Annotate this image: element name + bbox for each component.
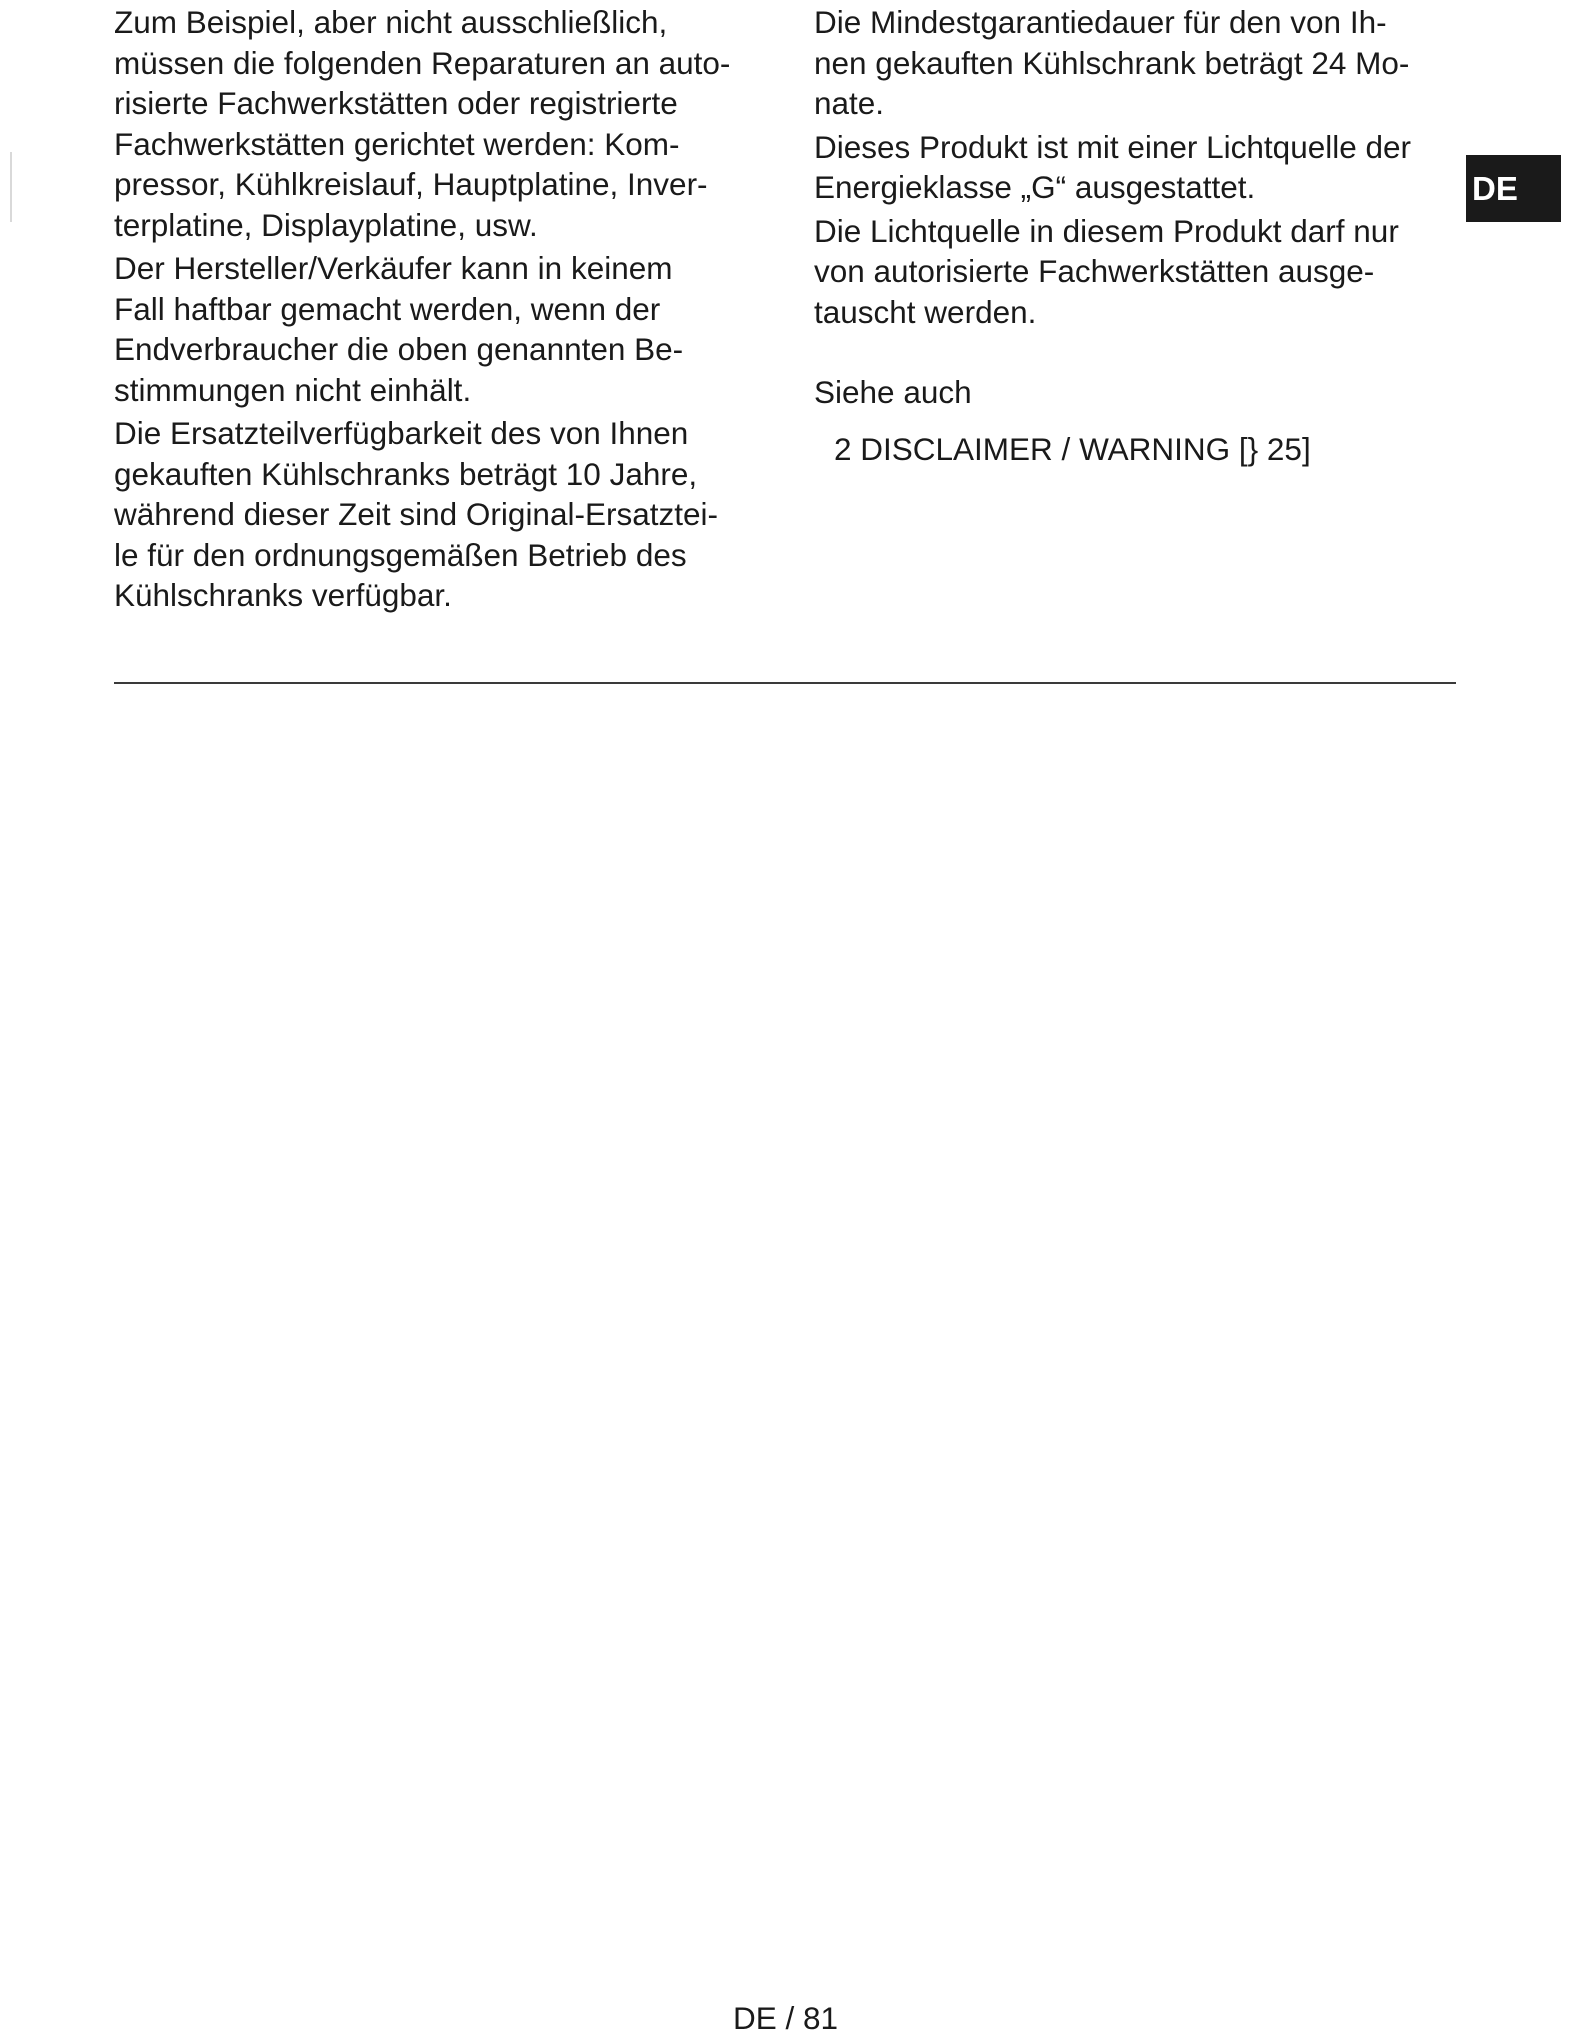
text-line: Dieses Produkt ist mit einer Lichtquelle der — [814, 128, 1412, 165]
margin-mark — [10, 152, 12, 222]
text-line: Fall haftbar gemacht werden, wenn der — [114, 290, 661, 327]
text-line: Zum Beispiel, aber nicht ausschließlich, — [114, 4, 668, 40]
paragraph-repairs — [114, 2, 774, 245]
see-also-heading: Siehe auch — [814, 374, 972, 410]
right-column — [814, 2, 1474, 469]
text-line: Energieklasse „G“ ausgestattet. — [814, 169, 1256, 205]
text-line: terplatine, Displayplatine, usw. — [114, 206, 538, 243]
text-line: tauscht werden. — [814, 293, 1037, 330]
text-line: pressor, Kühlkreislauf, Hauptplatine, Inver- — [114, 166, 708, 202]
paragraph-light-source-replacement — [814, 211, 1474, 333]
language-tab: DE — [1466, 155, 1561, 222]
text-line: Fachwerkstätten gerichtet werden: Kom- — [114, 125, 680, 162]
text-line: Der Hersteller/Verkäufer kann in keinem — [114, 250, 673, 286]
text-line: le für den ordnungsgemäßen Betrieb des — [114, 536, 687, 573]
paragraph-warranty — [814, 2, 1474, 124]
left-column — [114, 2, 774, 619]
text-line: Die Lichtquelle in diesem Produkt darf nur — [814, 212, 1399, 249]
text-line: gekauften Kühlschranks beträgt 10 Jahre, — [114, 455, 698, 492]
text-line: während dieser Zeit sind Original-Ersatztei- — [114, 496, 718, 532]
paragraph-light-source-class — [814, 127, 1474, 208]
text-line: stimmungen nicht einhält. — [114, 371, 472, 408]
paragraph-liability — [114, 248, 774, 410]
text-line: von autorisierte Fachwerkstätten ausge- — [814, 253, 1375, 289]
text-line: Endverbraucher die oben genannten Be- — [114, 331, 684, 367]
text-line: nen gekauften Kühlschrank beträgt 24 Mo- — [814, 44, 1410, 81]
text-line: risierte Fachwerkstätten oder registrierte — [114, 85, 678, 121]
paragraph-spare-parts — [114, 413, 774, 616]
text-line: Die Mindestgarantiedauer für den von Ih- — [814, 4, 1387, 40]
text-line: Kühlschranks verfügbar. — [114, 577, 452, 613]
horizontal-rule — [114, 682, 1456, 684]
see-also-link[interactable]: 2 DISCLAIMER / WARNING [} 25] — [834, 430, 1311, 467]
text-line: nate. — [814, 85, 885, 121]
page-number: DE / 81 — [732, 2000, 839, 2036]
text-line: müssen die folgenden Reparaturen an auto- — [114, 44, 731, 81]
text-line: Die Ersatzteilverfügbarkeit des von Ihnen — [114, 415, 689, 451]
